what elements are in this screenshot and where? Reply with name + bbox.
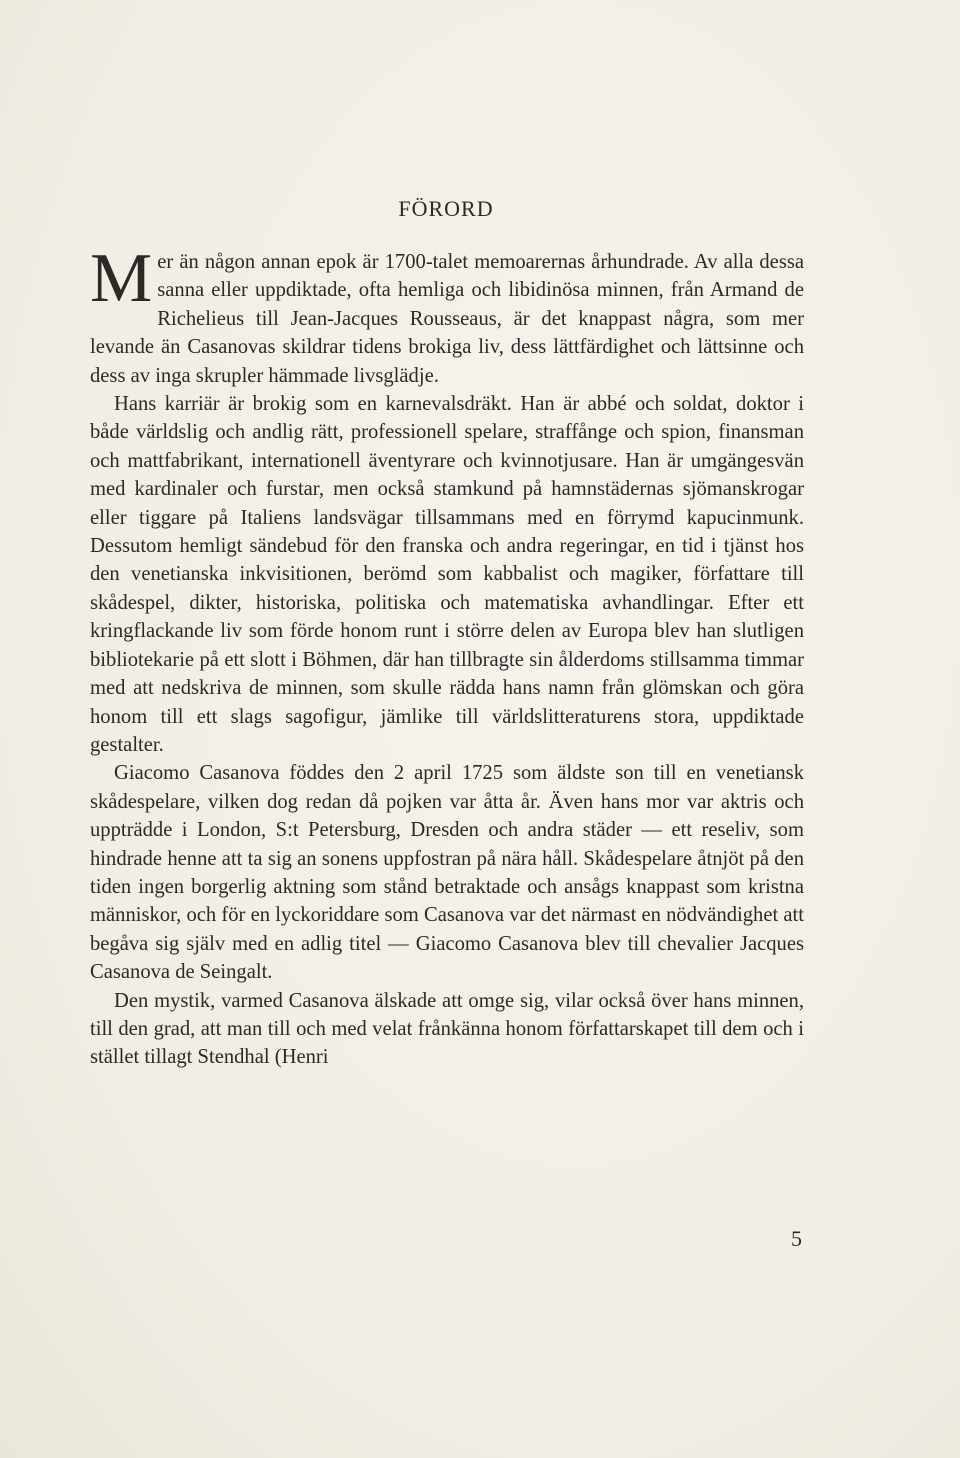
body-text (90, 240, 804, 1072)
paragraph-3: Giacomo Casanova föddes den 2 april 1725 som äldste son till en venetiansk skådespelare, vilken dog redan då pojken var åtta år. Även hans mor var aktris och uppträdde i London, S:t Petersburg, Dresden och andra städer — ett reseliv, som hindrade henne att ta sig an sonens uppfostran på nära håll. Skådespelare åtnjöt på den tiden ingen borgerlig aktning som stånd betraktade och ansågs knappast som kristna människor, och för en lyckoriddare som Casanova var det närmast en nödvändighet att begåva sig själv med en adlig titel — Giacomo Casanova blev till chevalier Jacques Casanova de Seingalt. (90, 762, 804, 984)
page-title: FÖRORD (398, 196, 494, 221)
paragraph-4: Den mystik, varmed Casanova älskade att omge sig, vilar också över hans minnen, till den grad, att man till och med velat frånkänna honom författarskapet till dem och i stället tillagt Stendhal (Henri (90, 989, 804, 1069)
paragraph-2: Hans karriär är brokig som en karnevalsdräkt. Han är abbé och soldat, doktor i både världslig och andlig rätt, professionell spelare, straffånge och spion, finansman och mattfabrikant, internationell äventyrare och kvinnotjusare. Han är umgängesvän med kardinaler och furstar, men också stamkund på hamnstädernas sjömanskrogar eller tiggare på Italiens landsvägar tillsammans med en förrymd kapucinmunk. Dessutom hemligt sändebud för den franska och andra regeringar, en tid i tjänst hos den venetianska inkvisitionen, berömd som kabbalist och magiker, författare till skådespel, dikter, historiska, politiska och matematiska avhandlingar. Efter ett kringflackande liv som förde honom runt i större delen av Europa blev han slutligen bibliotekarie på ett slott i Böhmen, där han tillbragte sin ålderdoms stillsamma timmar med att nedskriva de minnen, som skulle rädda hans namn från glömskan och göra honom till ett slags sagofigur, jämlike till världslitteraturens stora, uppdiktade gestalter. (90, 393, 804, 756)
page-number: 5 (791, 1226, 802, 1251)
drop-cap: M (90, 240, 153, 317)
paragraph-1-text: er än någon annan epok är 1700-talet memoarernas århundrade. Av alla dessa sanna eller uppdiktade, ofta hemliga och libidinösa minnen, från Armand de Richelieus till Jean-Jacques Rousseaus, är det knappast några, som mer levande än Casanovas skildrar tidens brokiga liv, dess lättfärdighet och lättsinne och dess av inga skrupler hämmade livsglädje. (90, 251, 804, 387)
paragraph-1 (90, 240, 804, 390)
